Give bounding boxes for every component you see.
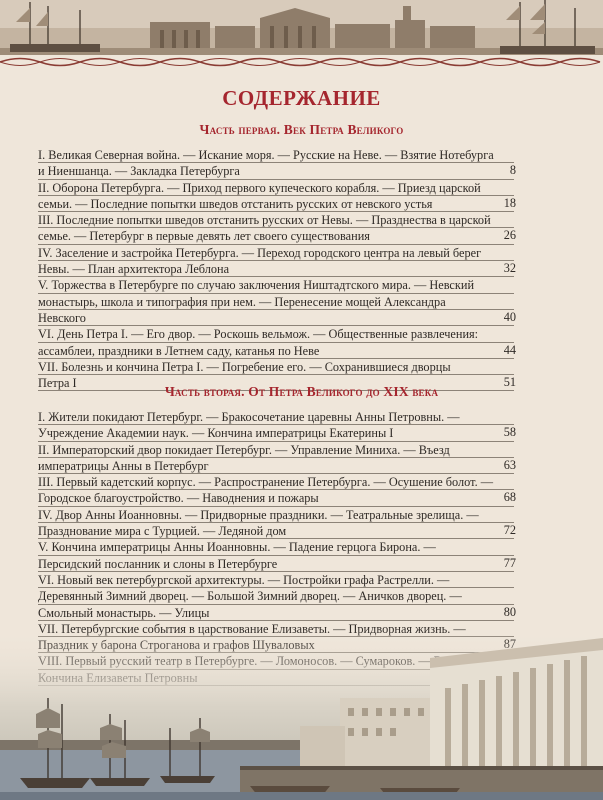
toc-entry[interactable] [38,245,514,278]
toc-entry-line: V. Торжества в Петербурге по случаю заключения Ништадтского мира. — Невский [38,277,514,293]
toc-page-number: 58 [503,425,516,440]
toc-entry-line: Невского [38,310,514,326]
part-one-heading: Часть первая. Век Петра Великого [199,122,404,137]
toc-entry[interactable] [38,572,514,621]
toc-page-number: 80 [503,604,516,619]
toc-entry-line: I. Жители покидают Петербург. — Бракосочетание царевны Анны Петровны. — [38,409,514,425]
toc-title: СОДЕРЖАНИЕ [222,86,381,110]
toc-entry-line: Учреждение Академии наук. — Кончина императрицы Екатерины I [38,425,514,441]
toc-entry-line: VI. День Петра I. — Его двор. — Роскошь вельмож. — Общественные развлечения: [38,326,514,342]
toc-page-number: 72 [503,523,516,538]
toc-entry-line: V. Кончина императрицы Анны Иоанновны. — Падение герцога Бирона. — [38,539,514,555]
toc-entry[interactable] [38,539,514,572]
toc-entry-line: VII. Болезнь и кончина Петра I. — Погребение его. — Сохранившиеся дворцы [38,359,514,375]
toc-entry-line: Смольный монастырь. — Улицы [38,605,514,621]
toc-entry-line: Городское благоустройство. — Наводнения и пожары [38,490,514,506]
toc-page-number: 77 [503,555,516,570]
toc-entry-line: Деревянный Зимний дворец. — Большой Зимний дворец. — Аничков дворец. — [38,588,514,604]
bottom-harbour-illustration [0,628,603,800]
part-one-entries [38,147,514,391]
toc-page-number: 32 [503,261,516,276]
decorative-ornament-border [0,55,603,69]
toc-page-number: 8 [509,163,516,178]
toc-entry-line: Празднование мира с Турцией. — Ледяной дом [38,523,514,539]
toc-page-number: 44 [503,342,516,357]
toc-entry[interactable] [38,180,514,213]
toc-entry-line: Персидский посланник и слоны в Петербурге [38,556,514,572]
toc-entry[interactable] [38,147,514,180]
toc-page-number: 26 [503,228,516,243]
toc-page-number: 63 [503,457,516,472]
toc-entry-line: монастырь, школа и типография при нем. — Перенесение мощей Александра [38,294,514,310]
toc-page-number: 18 [503,195,516,210]
toc-entry[interactable] [38,442,514,475]
toc-entry-line: и Ниеншанца. — Закладка Петербурга [38,163,514,179]
toc-entry-line: ассамблеи, праздники в Летнем саду, катанья по Неве [38,343,514,359]
toc-entry-line: Невы. — План архитектора Леблона [38,261,514,277]
toc-entry-line: II. Императорский двор покидает Петербург. — Управление Миниха. — Въезд [38,442,514,458]
toc-entry-line: II. Оборона Петербурга. — Приход первого купеческого корабля. — Приезд царской [38,180,514,196]
top-panorama-illustration [0,0,603,62]
toc-entry-line: семье. — Петербург в первые девять лет своего существования [38,228,514,244]
toc-entry-line: императрицы Анны в Петербург [38,458,514,474]
toc-entry-line: IV. Двор Анны Иоанновны. — Придворные праздники. — Театральные зрелища. — [38,507,514,523]
toc-page-number: 51 [503,375,516,390]
toc-entry[interactable] [38,277,514,326]
toc-page-number: 40 [503,309,516,324]
toc-entry[interactable] [38,409,514,442]
toc-entry[interactable] [38,507,514,540]
toc-entry-line: IV. Заселение и застройка Петербурга. — Переход городского центра на левый берег [38,245,514,261]
toc-entry[interactable] [38,212,514,245]
toc-entry-line: III. Последние попытки шведов отстанить русских от Невы. — Празднества в царской [38,212,514,228]
part-two-heading: Часть вторая. От Петра Великого до XIX века [164,384,439,399]
toc-entry[interactable] [38,474,514,507]
toc-entry[interactable] [38,326,514,359]
toc-entry-line: семьи. — Последние попытки шведов отстанить русских от невского устья [38,196,514,212]
toc-page-number: 68 [503,490,516,505]
toc-entry-line: I. Великая Северная война. — Искание моря. — Русские на Неве. — Взятие Нотебурга [38,147,514,163]
toc-entry-line: VI. Новый век петербургской архитектуры. — Постройки графа Растрелли. — [38,572,514,588]
toc-entry-line: III. Первый кадетский корпус. — Распространение Петербурга. — Осушение болот. — [38,474,514,490]
toc-entry-line: Петра I [38,375,514,391]
